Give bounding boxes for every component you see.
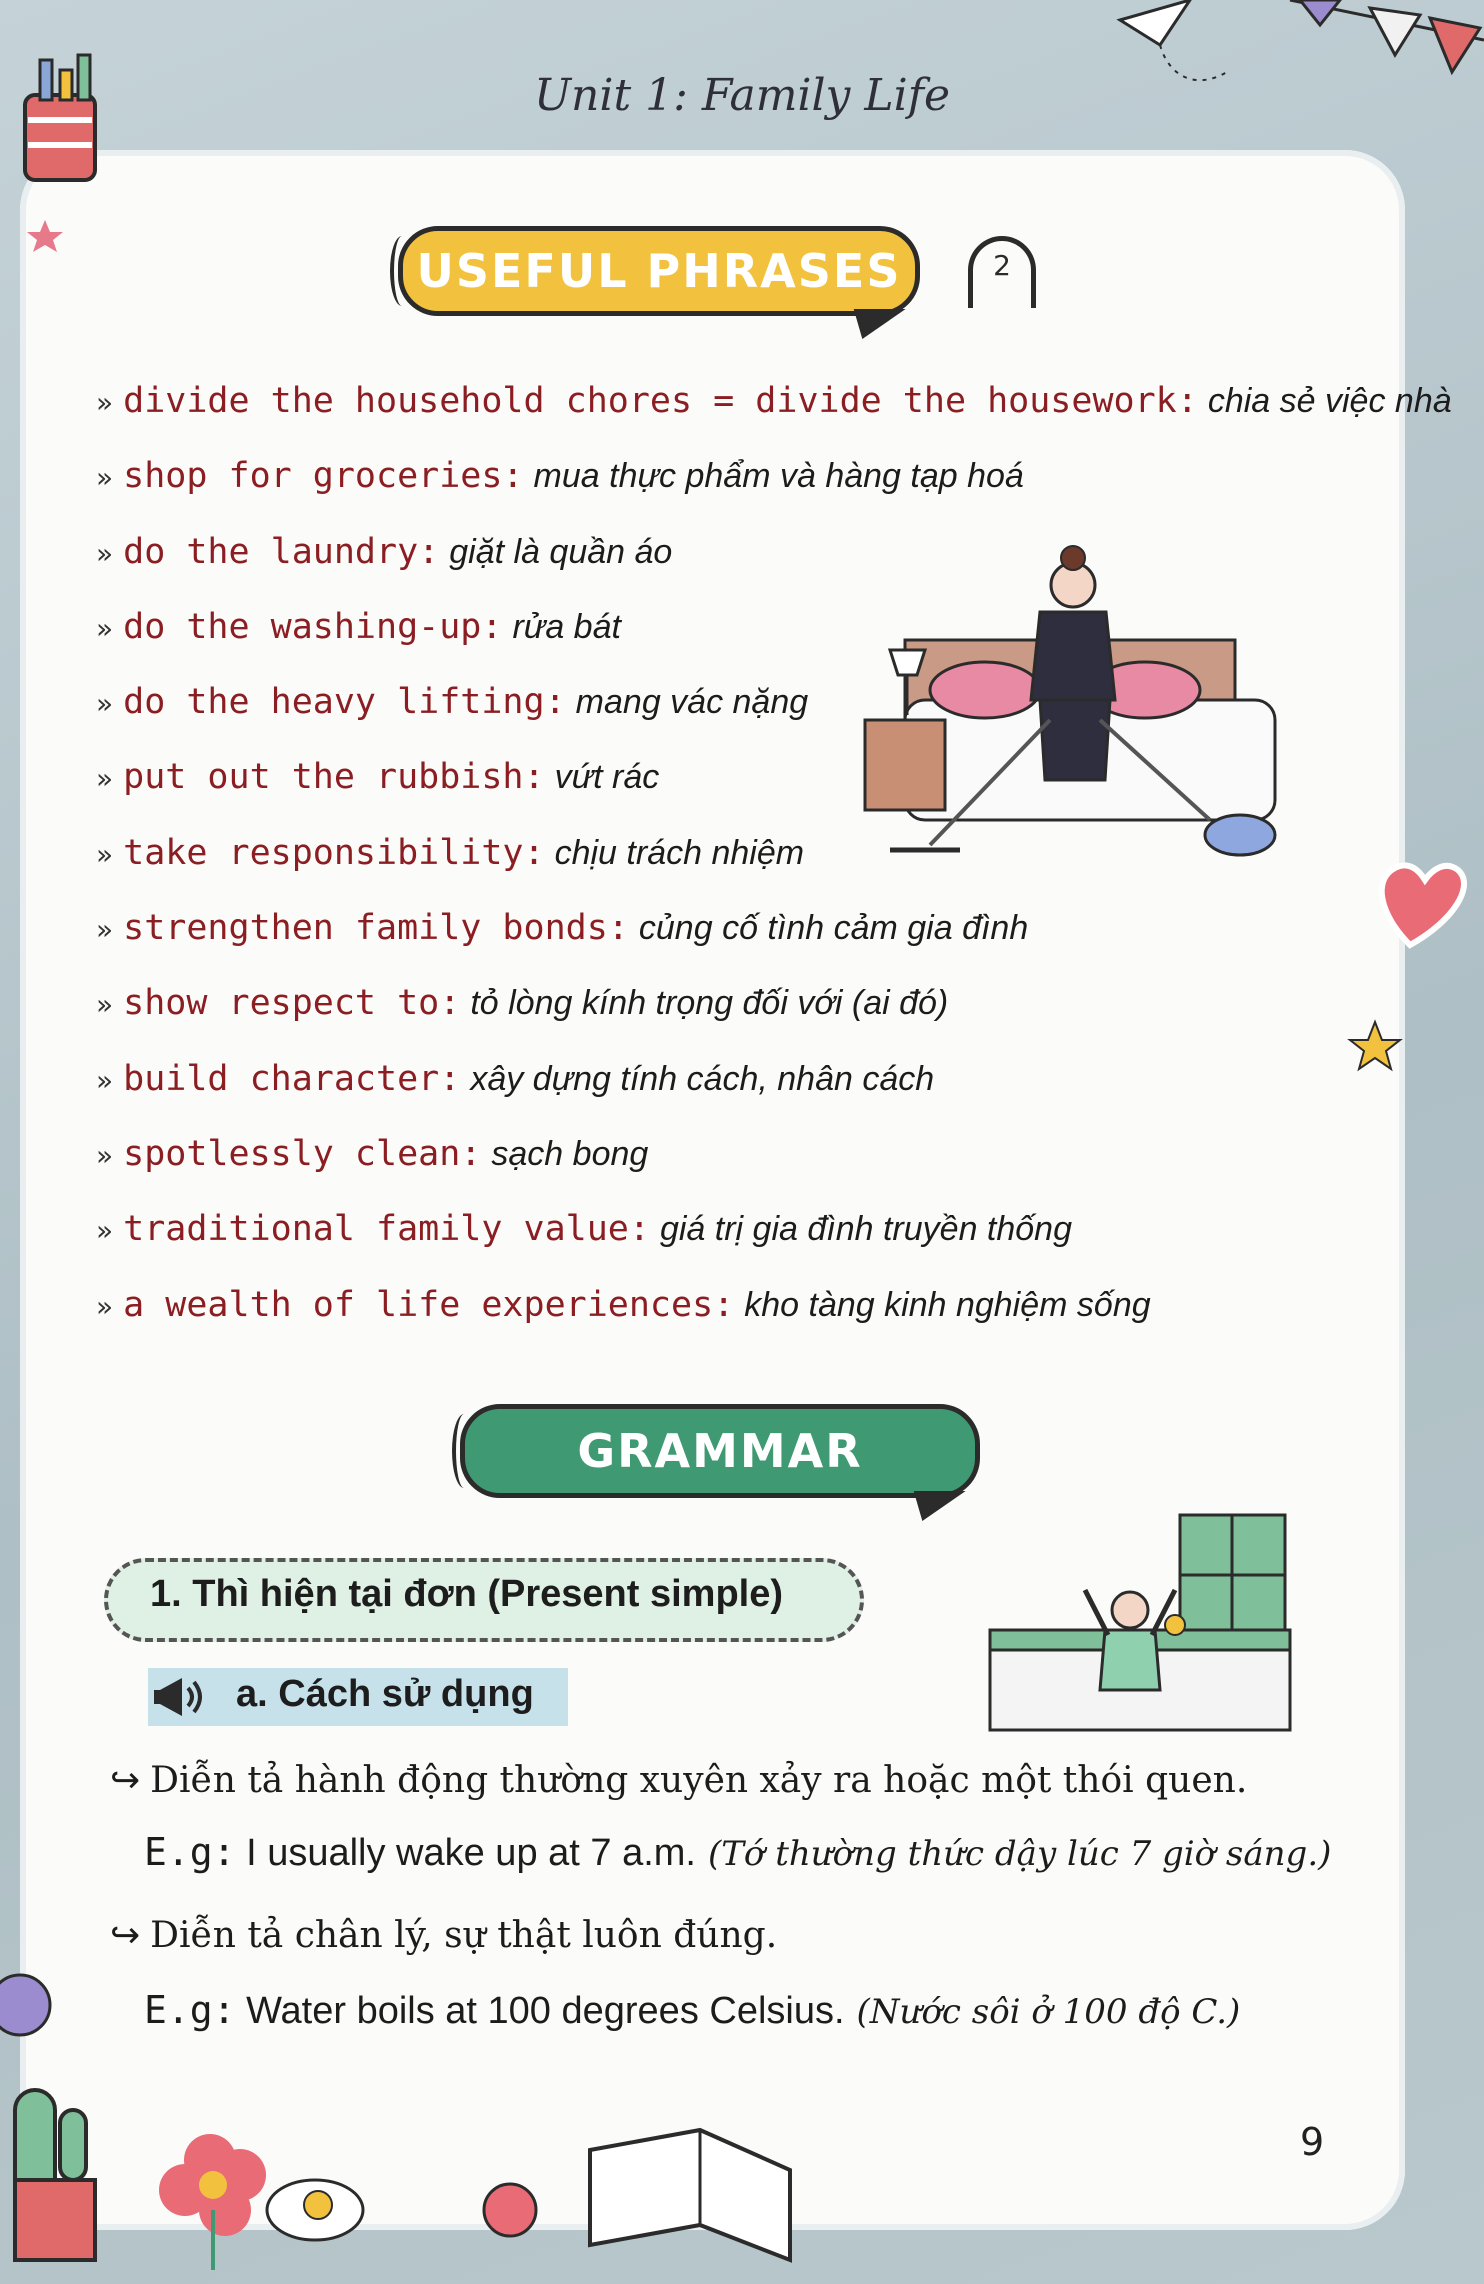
phrase-english: divide the household chores = divide the housework:	[123, 381, 1198, 421]
phrase-vietnamese: củng cố tình cảm gia đình	[638, 909, 1029, 948]
phrase-english: traditional family value:	[123, 1209, 650, 1250]
phrase-item	[96, 596, 1452, 671]
eg-label: E.g:	[144, 1830, 236, 1874]
phrase-vietnamese: kho tàng kinh nghiệm sống	[744, 1285, 1151, 1324]
phrase-english: do the heavy lifting:	[123, 682, 566, 723]
bullet: »	[96, 536, 114, 570]
unit-title: Unit 1: Family Life	[533, 70, 951, 121]
phrase-english: put out the rubbish:	[123, 757, 545, 798]
bullet: »	[96, 837, 114, 871]
fried-egg-icon	[267, 2180, 363, 2240]
phrase-english: shop for groceries:	[123, 456, 524, 497]
planet-icon	[0, 1975, 50, 2035]
bullet: »	[96, 988, 114, 1022]
phrase-item	[96, 897, 1452, 972]
track-number: 2	[993, 249, 1011, 282]
bullet: »	[96, 1214, 114, 1248]
phrase-item	[96, 445, 1452, 520]
phrase-vietnamese: giá trị gia đình truyền thống	[659, 1210, 1073, 1249]
cactus-icon	[15, 2090, 95, 2260]
phrase-english: take responsibility:	[123, 832, 545, 873]
phrase-item	[96, 1198, 1452, 1273]
example-translation: (Nước sôi ở 100 độ C.)	[856, 1992, 1241, 2032]
bullet: »	[96, 913, 114, 947]
bullet: »	[96, 611, 114, 645]
phrase-item	[96, 370, 1452, 445]
eg-label: E.g:	[144, 1988, 236, 2032]
phrase-item	[96, 671, 1452, 746]
usage-title: a. Cách sử dụng	[236, 1673, 534, 1715]
phrase-english: spotlessly clean:	[123, 1133, 482, 1174]
bullet: »	[96, 1063, 114, 1097]
grammar-banner: GRAMMAR	[460, 1404, 980, 1498]
rule-text: Diễn tả hành động thường xuyên xảy ra hoặc một thói quen.	[150, 1760, 1248, 1801]
phrase-english: do the washing-up:	[123, 606, 503, 647]
phrase-item	[96, 972, 1452, 1047]
page-number: 9	[1300, 2120, 1325, 2164]
example-line	[144, 1988, 1240, 2033]
sun-flower-icon	[484, 2184, 536, 2236]
phrase-item	[96, 1274, 1452, 1349]
arrow-icon: ↪	[110, 1760, 141, 1801]
rule-text: Diễn tả chân lý, sự thật luôn đúng.	[150, 1915, 778, 1956]
phrase-english: show respect to:	[123, 983, 461, 1024]
megaphone-icon	[152, 1672, 212, 1722]
phrase-item	[96, 1123, 1452, 1198]
arrow-icon: ↪	[110, 1915, 141, 1956]
phrase-english: strengthen family bonds:	[123, 908, 629, 949]
bullet: »	[96, 1138, 114, 1172]
phrase-vietnamese: giặt là quần áo	[449, 532, 673, 571]
example-sentence: I usually wake up at 7 a.m.	[246, 1832, 696, 1874]
phrase-english: a wealth of life experiences:	[123, 1284, 735, 1325]
useful-phrases-banner: USEFUL PHRASES	[398, 226, 920, 316]
phrase-english: build character:	[123, 1058, 461, 1099]
example-translation: (Tớ thường thức dậy lúc 7 giờ sáng.)	[707, 1834, 1332, 1874]
phrase-item	[96, 822, 1452, 897]
phrase-item	[96, 746, 1452, 821]
phrase-vietnamese: xây dựng tính cách, nhân cách	[470, 1059, 935, 1098]
usage-rule	[110, 1760, 1247, 1801]
flower-icon	[159, 2134, 266, 2270]
bullet: »	[96, 762, 114, 796]
phrase-vietnamese: mang vác nặng	[575, 683, 809, 722]
bullet: »	[96, 461, 114, 495]
pennant-flags-icon	[1290, 0, 1484, 72]
phrase-item	[96, 521, 1452, 596]
example-line	[144, 1830, 1331, 1875]
phrase-vietnamese: mua thực phẩm và hàng tạp hoá	[533, 457, 1024, 496]
bullet: »	[96, 1289, 114, 1323]
phrase-vietnamese: vứt rác	[554, 758, 660, 797]
phrase-list	[96, 370, 1452, 1349]
open-book-icon	[590, 2130, 790, 2260]
bullet: »	[96, 386, 114, 419]
phrase-vietnamese: sạch bong	[491, 1134, 649, 1173]
headphones-icon[interactable]	[968, 236, 1036, 308]
phrase-vietnamese: chịu trách nhiệm	[554, 833, 805, 872]
section-title: 1. Thì hiện tại đơn (Present simple)	[150, 1573, 784, 1615]
bullet: »	[96, 687, 114, 721]
phrase-vietnamese: rửa bát	[512, 607, 621, 646]
usage-rule	[110, 1915, 777, 1956]
phrase-item	[96, 1048, 1452, 1123]
star-icon	[27, 220, 63, 252]
phrase-vietnamese: tỏ lòng kính trọng đối với (ai đó)	[470, 984, 949, 1023]
example-sentence: Water boils at 100 degrees Celsius.	[246, 1990, 845, 2032]
paper-plane-icon	[1120, 0, 1230, 80]
wake-up-illustration-icon	[990, 1515, 1290, 1730]
phrase-vietnamese: chia sẻ việc nhà	[1207, 382, 1452, 420]
phrase-english: do the laundry:	[123, 531, 440, 572]
